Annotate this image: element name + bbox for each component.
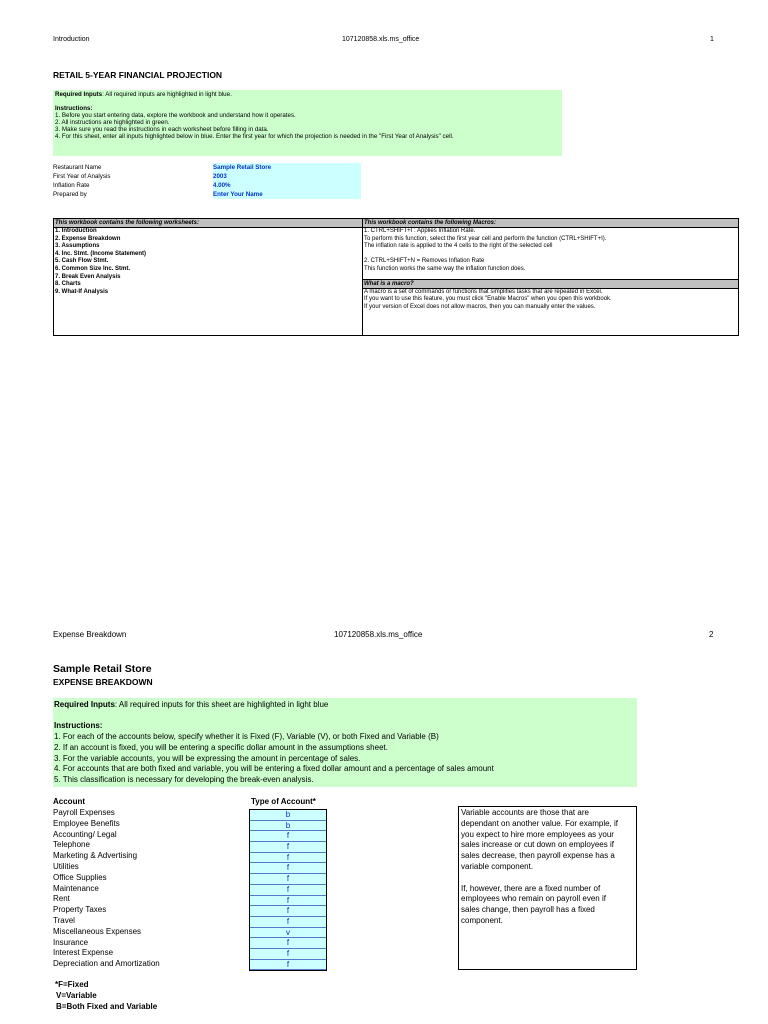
account-name: Travel: [53, 915, 75, 925]
instruction-line: 3. For the variable accounts, you will be expressing the amount in percentage of sales.: [54, 753, 361, 763]
account-list: [53, 808, 160, 970]
worksheet-item: 4. Inc. Stmt. (Income Statement): [55, 250, 147, 257]
account-name: Insurance: [53, 937, 89, 947]
inflation-rate-input[interactable]: 4.00%: [213, 181, 361, 190]
info-label-restaurant: Restaurant Name: [53, 164, 102, 171]
macro-explanation-line: If your version of Excel does not allow macros, then you can manually enter the values.: [364, 303, 596, 310]
macro-line: This function works the same way the inflation function does.: [364, 265, 526, 272]
account-type-input[interactable]: v: [250, 928, 326, 939]
instruction-line: 2. If an account is fixed, you will be entering a specific dollar amount in the assumptions sheet.: [54, 742, 388, 752]
account-type-column: [249, 809, 327, 971]
account-type-input[interactable]: f: [250, 874, 326, 885]
account-name: Rent: [53, 894, 70, 904]
account-name: Telephone: [53, 840, 90, 850]
legend-fixed: *F=Fixed: [55, 980, 89, 989]
page2-subtitle: EXPENSE BREAKDOWN: [53, 677, 153, 687]
macros-column: [363, 219, 738, 335]
legend-variable: V=Variable: [56, 990, 97, 1000]
note-line: you expect to hire more employees as your: [461, 829, 614, 839]
note-line: If, however, there are a fixed number of: [461, 883, 601, 893]
worksheets-header: This workbook contains the following worksheets:: [54, 219, 362, 228]
instruction-line: 3. Make sure you read the instructions in each worksheet before filling in data.: [55, 126, 269, 133]
page2-title: Sample Retail Store: [53, 663, 152, 675]
note-line: sales decrease, then payroll expense has a: [461, 851, 615, 861]
worksheet-item: 1. Introduction: [55, 228, 97, 234]
account-type-input[interactable]: f: [250, 831, 326, 842]
workbook-info-table: [53, 218, 739, 336]
account-name: Property Taxes: [53, 905, 107, 915]
note-line: [461, 873, 634, 884]
page1-title: RETAIL 5-YEAR FINANCIAL PROJECTION: [53, 70, 223, 80]
type-legend: [55, 980, 157, 1012]
first-year-input[interactable]: 2003: [213, 172, 361, 181]
account-type-input[interactable]: f: [250, 896, 326, 907]
macro-line: The inflation rate is applied to the 4 cells to the right of the selected cell: [364, 243, 553, 250]
legend-both: B=Both Fixed and Variable: [56, 1001, 158, 1011]
account-name: Accounting/ Legal: [53, 829, 117, 839]
account-type-input[interactable]: f: [250, 842, 326, 853]
macro-explanation-line: A macro is a set of commands or functions that simplifies tasks that are repeated in Excel.: [364, 288, 603, 295]
account-name: Office Supplies: [53, 872, 107, 882]
worksheets-column: [54, 219, 363, 335]
page2-instructions-box: [53, 698, 637, 787]
account-type-input[interactable]: f: [250, 863, 326, 874]
account-name: Maintenance: [53, 883, 99, 893]
worksheet-item: 8. Charts: [55, 281, 81, 288]
instructions-label: Instructions:: [55, 105, 93, 112]
note-line: sales increase or cut down on employees if: [461, 840, 614, 850]
instruction-line: 2. All instructions are highlighted in green.: [55, 119, 170, 126]
prepared-by-input[interactable]: Enter Your Name: [213, 190, 361, 199]
page1-header-center: 107120858.xls.ms_office: [342, 36, 420, 43]
account-name: Payroll Expenses: [53, 808, 115, 817]
page2-header-left: Expense Breakdown: [53, 630, 127, 639]
note-line: employees who remain on payroll even if: [461, 894, 606, 904]
required-inputs-label: Required Inputs: [55, 91, 103, 98]
account-type-input[interactable]: f: [250, 949, 326, 960]
note-line: Variable accounts are those that are: [461, 808, 589, 817]
worksheet-item: 2. Expense Breakdown: [55, 235, 121, 242]
instruction-line: 1. Before you start entering data, explore the workbook and understand how it operates.: [55, 112, 296, 119]
account-type-input[interactable]: b: [250, 821, 326, 832]
macro-line: 1. CTRL+SHIFT+I : Applies Inflation Rate.: [364, 228, 476, 234]
macro-explanation-line: If you want to use this feature, you must click "Enable Macros" when you open this workbook.: [364, 296, 612, 303]
worksheet-item: 3. Assumptions: [55, 243, 100, 250]
account-type-input[interactable]: f: [250, 906, 326, 917]
account-name: Interest Expense: [53, 948, 114, 958]
account-column-header: Account: [53, 797, 85, 806]
info-label-prepared-by: Prepared by: [53, 191, 87, 198]
account-name: Employee Benefits: [53, 818, 120, 828]
page2-header-center: 107120858.xls.ms_office: [334, 630, 423, 639]
page1-header-left: Introduction: [53, 36, 90, 43]
instruction-line: 4. For accounts that are both fixed and variable, you will be entering a fixed dollar amount and a percentage of sales amount: [54, 764, 494, 774]
note-line: variable component.: [461, 861, 534, 871]
account-name: Depreciation and Amortization: [53, 959, 160, 969]
page1-instructions-box: [53, 90, 562, 156]
instructions-label: Instructions:: [54, 721, 103, 731]
account-type-input[interactable]: f: [250, 885, 326, 896]
type-column-header: Type of Account*: [251, 797, 316, 806]
worksheet-item: 6. Common Size Inc. Stmt.: [55, 265, 131, 272]
account-name: Miscellaneous Expenses: [53, 926, 142, 936]
macro-line: [363, 251, 738, 259]
worksheet-item: 9. What-If Analysis: [55, 288, 109, 295]
note-line: dependant on another value. For example, if: [461, 818, 618, 828]
what-is-macro-header: What is a macro?: [363, 280, 738, 289]
worksheet-item: 5. Cash Flow Stmt.: [55, 258, 109, 265]
required-inputs-text: : All required inputs for this sheet are highlighted in light blue: [114, 700, 329, 709]
worksheet-item: 7. Break Even Analysis: [55, 273, 121, 280]
instruction-line: 5. This classification is necessary for developing the break-even analysis.: [54, 774, 314, 784]
restaurant-name-input[interactable]: Sample Retail Store: [213, 163, 361, 172]
note-line: sales change, then payroll has a fixed: [461, 905, 595, 915]
account-type-input[interactable]: f: [250, 917, 326, 928]
instruction-line: 1. For each of the accounts below, specify whether it is Fixed (F), Variable (V), or both Fixed and Variable (B): [54, 732, 439, 742]
info-label-inflation: Inflation Rate: [53, 182, 90, 189]
instruction-line: 4. For this sheet, enter all inputs highlighted below in blue. Enter the first year for which the projection is needed in the "First Year of Analysis" cell.: [55, 133, 454, 140]
page1-header-page: 1: [710, 36, 714, 43]
info-label-first-year: First Year of Analysis: [53, 173, 111, 180]
account-type-input[interactable]: f: [250, 853, 326, 864]
macro-line: To perform this function, select the first year cell and perform the function (CTRL+SHIFT+I).: [364, 235, 607, 242]
account-name: Marketing & Advertising: [53, 851, 138, 861]
required-inputs-label: Required Inputs: [54, 700, 115, 709]
note-line: component.: [461, 915, 503, 925]
account-type-input[interactable]: b: [250, 810, 326, 821]
macros-header: This workbook contains the following Macros:: [363, 219, 738, 228]
account-name: Utilities: [53, 861, 79, 871]
variable-accounts-note: [458, 806, 637, 970]
account-type-input[interactable]: f: [250, 938, 326, 949]
page2-header-page: 2: [709, 630, 714, 639]
macro-line: 2. CTRL+SHIFT+N = Removes Inflation Rate: [364, 258, 485, 265]
account-type-input[interactable]: f: [250, 960, 326, 971]
required-inputs-text: : All required inputs are highlighted in light blue.: [102, 91, 232, 98]
